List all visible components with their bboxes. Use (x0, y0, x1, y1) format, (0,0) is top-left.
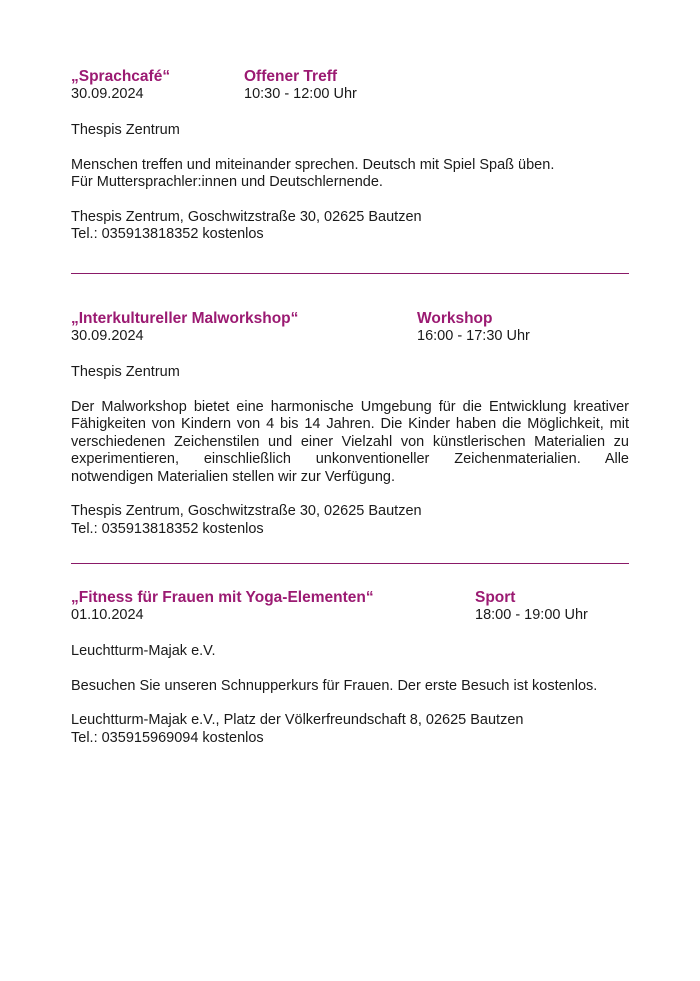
section-divider (71, 563, 629, 564)
event-address-block (71, 712, 629, 747)
event-contact: Tel.: 035913818352 kostenlos (71, 226, 264, 242)
event-address: Thespis Zentrum, Goschwitzstraße 30, 02625 Bautzen (71, 208, 422, 225)
event-sprachcafe (71, 67, 629, 244)
description-line: Für Muttersprachler:innen und Deutschlernende. (71, 174, 383, 190)
event-fitness-frauen (71, 588, 629, 747)
event-title: „Sprachcafé“ (71, 68, 171, 85)
event-contact: Tel.: 035913818352 kostenlos (71, 520, 264, 537)
event-description: Besuchen Sie unseren Schnupperkurs für Frauen. Der erste Besuch ist kostenlos. (71, 677, 598, 694)
event-malworkshop (71, 309, 629, 538)
event-date: 01.10.2024 (71, 607, 144, 623)
event-category: Sport (475, 589, 516, 606)
event-address: Leuchtturm-Majak e.V., Platz der Völkerfreundschaft 8, 02625 Bautzen (71, 712, 524, 728)
event-venue: Thespis Zentrum (71, 364, 180, 380)
event-description: Der Malworkshop bietet eine harmonische Umgebung für die Entwicklung kreativer Fähigkeiten von Kindern von 4 bis 14 Jahren. Die Kinder haben die Möglichkeit, mit verschiedenen Zeichenstilen und einer Vielzahl von künstlerischen Materialien zu experimentieren, einschließlich unkonventioneller Zeichenmaterialien. Alle notwendigen Materialien stellen wir zur Verfügung. (71, 398, 629, 485)
event-venue: Thespis Zentrum (71, 122, 180, 138)
event-description (71, 157, 629, 192)
event-address: Thespis Zentrum, Goschwitzstraße 30, 02625 Bautzen (71, 503, 422, 519)
event-date: 30.09.2024 (71, 328, 144, 344)
section-divider (71, 273, 629, 274)
event-time: 10:30 - 12:00 Uhr (244, 86, 357, 102)
event-category: Workshop (417, 310, 493, 327)
event-venue: Leuchtturm-Majak e.V. (71, 643, 216, 659)
event-address-block (71, 209, 629, 244)
event-time: 16:00 - 17:30 Uhr (417, 328, 530, 344)
event-contact: Tel.: 035915969094 kostenlos (71, 729, 264, 746)
event-title: „Fitness für Frauen mit Yoga-Elementen“ (71, 589, 374, 606)
description-line: Menschen treffen und miteinander sprechen. Deutsch mit Spiel Spaß üben. (71, 156, 555, 173)
event-category: Offener Treff (244, 68, 338, 85)
event-title: „Interkultureller Malworkshop“ (71, 310, 299, 327)
event-date: 30.09.2024 (71, 86, 144, 102)
event-time: 18:00 - 19:00 Uhr (475, 607, 588, 623)
event-address-block (71, 503, 629, 538)
